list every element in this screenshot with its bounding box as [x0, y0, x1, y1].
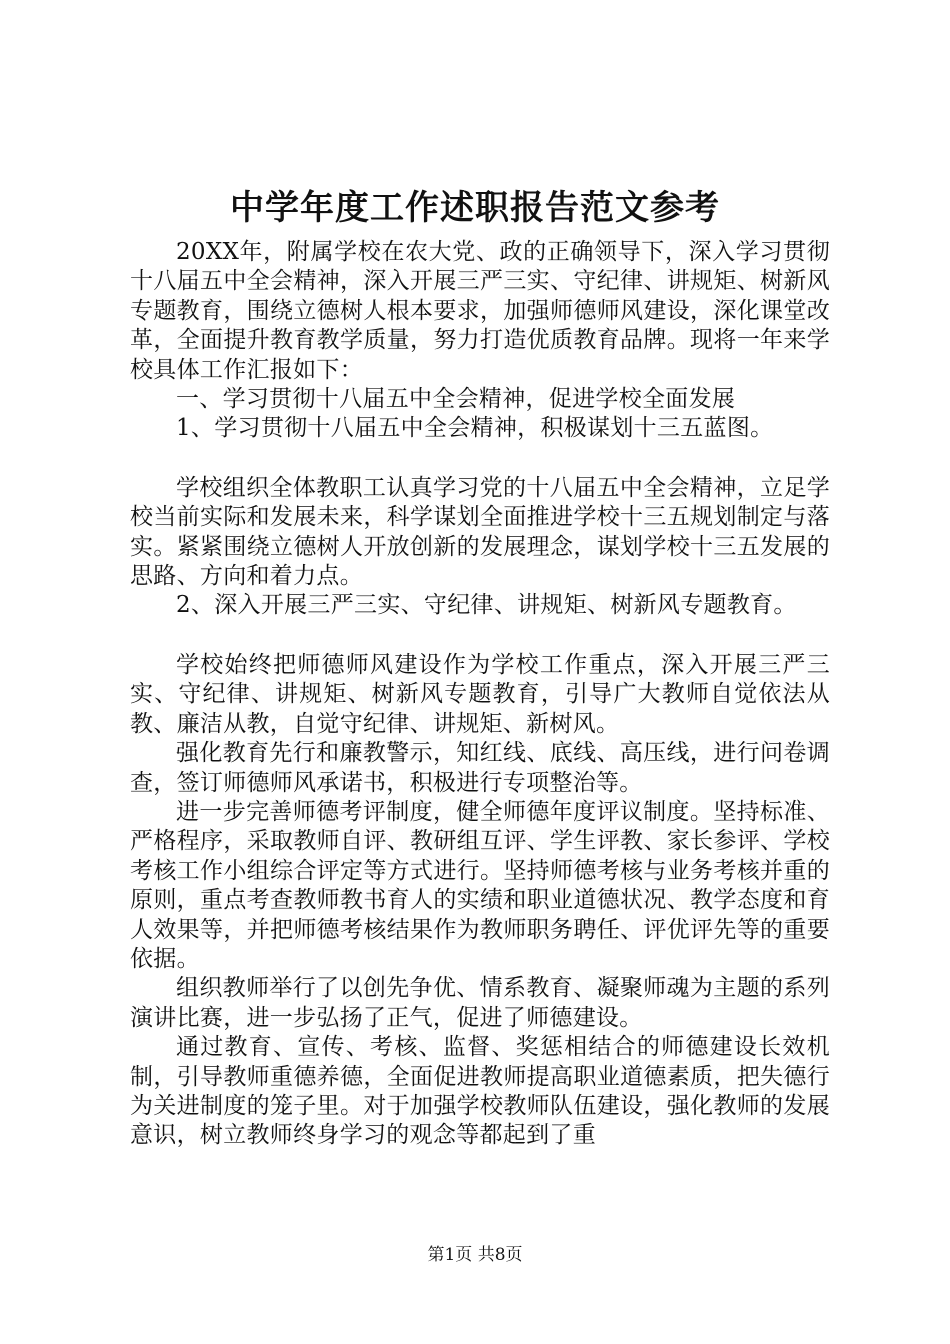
paragraph-ethics: 学校始终把师德师风建设作为学校工作重点，深入开展三严三实、守纪律、讲规矩、树新风专题教育，引导广大教师自觉依法从教、廉洁从教，自觉守纪律、讲规矩、新树风。	[130, 651, 830, 737]
document-body	[130, 238, 830, 1151]
paragraph-speech-contest: 组织教师举行了以创先争优、情系教育、凝聚师魂为主题的系列演讲比赛，进一步弘扬了正气，促进了师德建设。	[130, 975, 830, 1031]
subsection-heading-1: 1、学习贯彻十八届五中全会精神，积极谋划十三五蓝图。	[176, 415, 774, 442]
paragraph-gap	[130, 444, 830, 474]
paragraph-evaluation: 进一步完善师德考评制度，健全师德年度评议制度。坚持标准、严格程序，采取教师自评、教研组互评、学生评教、家长参评、学校考核工作小组综合评定等方式进行。坚持师德考核与业务考核并重的原则，重点考查教师教书育人的实绩和职业道德状况、教学态度和育人效果等，并把师德考核结果作为教师职务聘任、评优评先等的重要依据。	[130, 798, 830, 972]
paragraph-gap	[130, 621, 830, 651]
paragraph-mechanism: 通过教育、宣传、考核、监督、奖惩相结合的师德建设长效机制，引导教师重德养德，全面促进教师提高职业道德素质，把失德行为关进制度的笼子里。对于加强学校教师队伍建设，强化教师的发展意识，树立教师终身学习的观念等都起到了重	[130, 1034, 830, 1149]
subsection-heading-2: 2、深入开展三严三实、守纪律、讲规矩、树新风专题教育。	[176, 592, 797, 619]
paragraph-planning: 学校组织全体教职工认真学习党的十八届五中全会精神，立足学校当前实际和发展未来，科学谋划全面推进学校十三五规划制定与落实。紧紧围绕立德树人开放创新的发展理念，谋划学校十三五发展的思路、方向和着力点。	[130, 474, 830, 590]
paragraph-intro: 20XX年，附属学校在农大党、政的正确领导下，深入学习贯彻十八届五中全会精神，深入开展三严三实、守纪律、讲规矩、树新风专题教育，围绕立德树人根本要求，加强师德师风建设，深化课堂改革，全面提升教育教学质量，努力打造优质教育品牌。现将一年来学校具体工作汇报如下：	[130, 239, 830, 383]
page-title: 中学年度工作述职报告范文参考	[230, 188, 720, 228]
paragraph-warning: 强化教育先行和廉教警示，知红线、底线、高压线，进行问卷调查，签订师德师风承诺书，积极进行专项整治等。	[130, 740, 830, 796]
section-heading-1: 一、学习贯彻十八届五中全会精神，促进学校全面发展	[176, 386, 736, 413]
page-number: 第1页 共8页	[427, 1245, 523, 1265]
